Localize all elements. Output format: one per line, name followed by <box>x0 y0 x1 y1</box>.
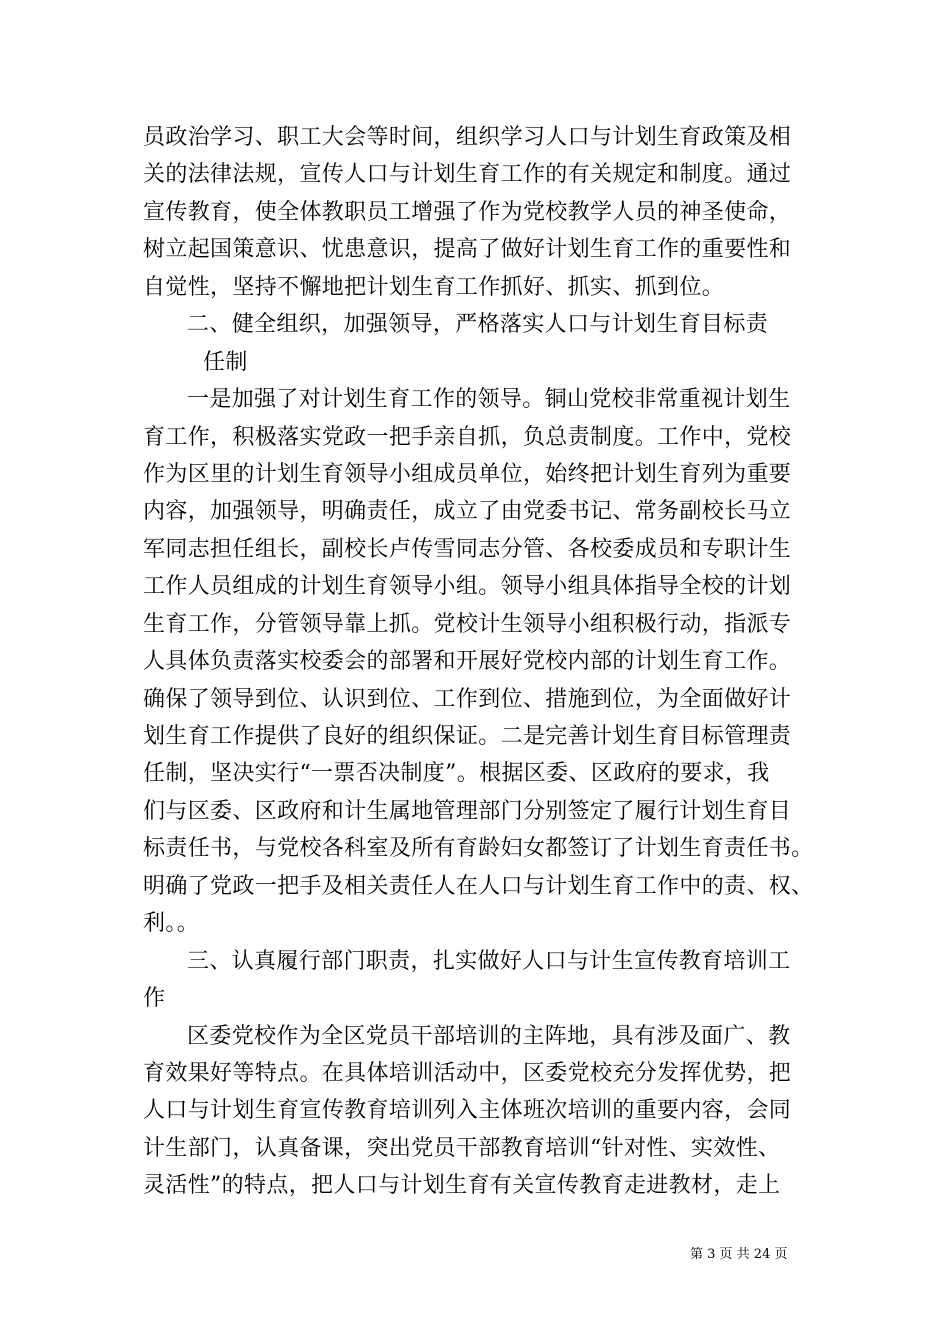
paragraph-line: 育效果好等特点。在具体培训活动中，区委党校充分发挥优势，把 <box>143 1060 792 1086</box>
paragraph-line: 员政治学习、职工大会等时间，组织学习人口与计划生育政策及相 <box>143 125 792 150</box>
paragraph-line: 育工作，积极落实党政一把手亲自抓，负总责制度。工作中，党校 <box>143 424 792 450</box>
paragraph-line: 树立起国策意识、忧患意识，提高了做好计划生育工作的重要性和 <box>143 237 792 263</box>
section-heading-3: 三、认真履行部门职责，扎实做好人口与计生宣传教育培训工 <box>187 948 791 974</box>
section-heading-2-cont: 任制 <box>203 349 248 375</box>
paragraph-line: 一是加强了对计划生育工作的领导。铜山党校非常重视计划生 <box>187 387 791 413</box>
paragraph-line: 内容，加强领导，明确责任，成立了由党委书记、常务副校长马立 <box>143 499 792 525</box>
paragraph-line: 任制，坚决实行“一票否决制度”。根据区委、区政府的要求，我 <box>143 761 770 787</box>
paragraph-line: 计生部门，认真备课，突出党员干部教育培训“针对性、实效性、 <box>143 1135 781 1161</box>
section-heading-3-cont: 作 <box>143 986 166 1012</box>
paragraph-line: 关的法律法规，宣传人口与计划生育工作的有关规定和制度。通过 <box>143 162 792 188</box>
paragraph-line: 们与区委、区政府和计生属地管理部门分别签定了履行计划生育目 <box>143 798 792 824</box>
paragraph-line: 作为区里的计划生育领导小组成员单位，始终把计划生育列为重要 <box>143 461 792 487</box>
paragraph-line: 划生育工作提供了良好的组织保证。二是完善计划生育目标管理责 <box>143 724 792 749</box>
section-heading-2: 二、健全组织，加强领导，严格落实人口与计划生育目标责 <box>187 312 769 338</box>
paragraph-line: 灵活性”的特点，把人口与计划生育有关宣传教育走进教材，走上 <box>143 1173 781 1199</box>
paragraph-line: 生育工作，分管领导靠上抓。党校计生领导小组积极行动，指派专 <box>143 611 792 637</box>
paragraph-line: 自觉性，坚持不懈地把计划生育工作抓好、抓实、抓到位。 <box>143 274 725 300</box>
paragraph-line: 人口与计划生育宣传教育培训列入主体班次培训的重要内容，会同 <box>143 1098 792 1124</box>
paragraph-line: 人具体负责落实校委会的部署和开展好党校内部的计划生育工作。 <box>143 649 792 675</box>
paragraph-line: 宣传教育，使全体教职员工增强了作为党校教学人员的神圣使命， <box>143 199 792 225</box>
paragraph-line: 工作人员组成的计划生育领导小组。领导小组具体指导全校的计划 <box>143 574 792 600</box>
paragraph-line: 区委党校作为全区党员干部培训的主阵地，具有涉及面广、教 <box>187 1023 791 1049</box>
paragraph-line: 利。。 <box>143 911 200 937</box>
paragraph-line: 军同志担任组长，副校长卢传雪同志分管、各校委成员和专职计生 <box>143 536 792 562</box>
page-number: 第 3 页 共 24 页 <box>690 1247 788 1262</box>
body-text <box>143 119 823 1205</box>
paragraph-line: 明确了党政一把手及相关责任人在人口与计划生育工作中的责、权、 <box>143 873 814 899</box>
paragraph-line: 标责任书，与党校各科室及所有育龄妇女都签订了计划生育责任书。 <box>143 836 814 862</box>
paragraph-line: 确保了领导到位、认识到位、工作到位、措施到位，为全面做好计 <box>143 686 792 712</box>
